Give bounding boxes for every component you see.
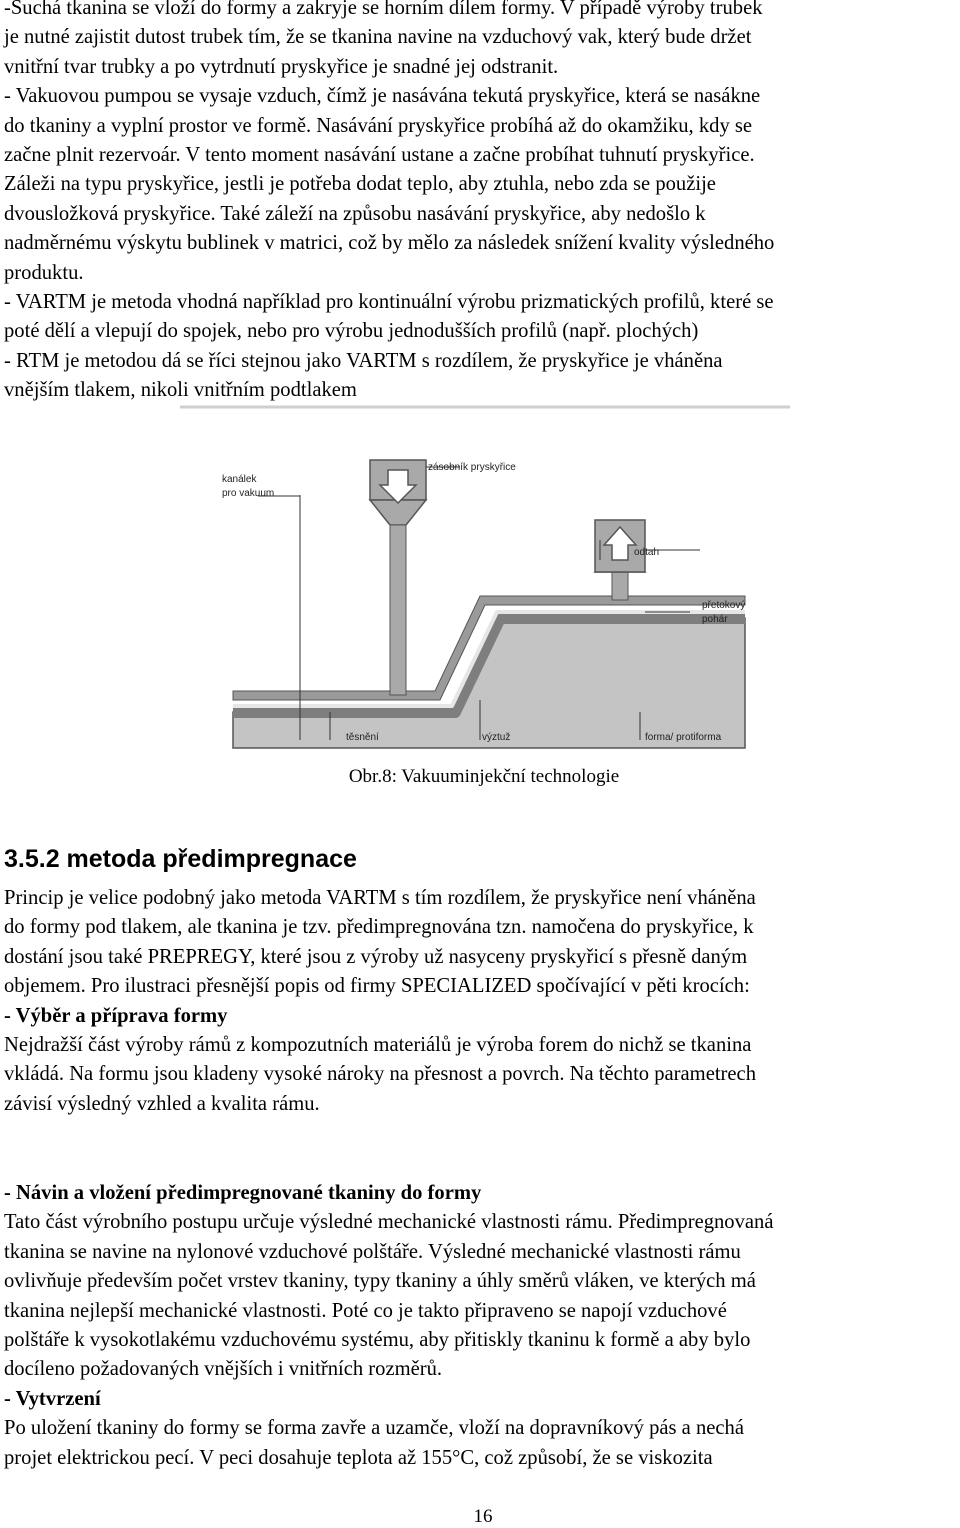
text-line: produktu. (4, 261, 84, 284)
vacuum-injection-figure (0, 400, 960, 800)
text-line: tkanina nejlepší mechanické vlastnosti. Poté co je takto připraveno se napojí vzduchové (4, 1299, 727, 1322)
vacuum-injection-diagram (0, 400, 960, 800)
text-line: projet elektrickou pecí. V peci dosahuje teplota až 155°C, což způsobí, že se viskozita (4, 1446, 713, 1469)
text-line: dostání jsou také PREPREGY, které jsou z výroby už nasyceny pryskyřicí s přesně daným (4, 945, 748, 968)
text-line: nadměrnému výskytu bublinek v matrici, což by mělo za následek snížení kvality výsledného (4, 232, 775, 255)
text-line: Tato část výrobního postupu určuje výsledné mechanické vlastnosti rámu. Předimpregnovaná (4, 1211, 774, 1234)
label-overflow-1: přetokový (702, 600, 746, 611)
label-channel-2: pro vakuum (222, 488, 275, 499)
label-overflow-2: pohár (702, 614, 728, 625)
text-line: vnitřní tvar trubky a po vytrdnutí pryskyřice je snadné jej odstranit. (4, 55, 559, 78)
page-number: 16 (473, 1506, 493, 1527)
text-line: je nutné zajistit dutost trubek tím, že se tkanina navine na vzduchový vak, který bude držet (4, 26, 752, 49)
text-line: - RTM je metodou dá se říci stejnou jako VARTM s rozdílem, že pryskyřice je vháněna (4, 349, 723, 372)
text-line: tkanina se navine na nylonové vzduchové polštáře. Výsledné mechanické vlastnosti rámu (4, 1240, 741, 1263)
text-line: poté dělí a vlepují do spojek, nebo pro výrobu jednodušších profilů (např. plochých) (4, 320, 699, 343)
label-outlet: odtah (634, 547, 660, 558)
step-title: - Návin a vložení předimpregnované tkaniny do formy (4, 1182, 482, 1204)
text-line: Princip je velice podobný jako metoda VARTM s tím rozdílem, že pryskyřice není vháněna (4, 887, 756, 909)
text-line: docíleno požadovaných vnějších i vnitřních rozměrů. (4, 1358, 443, 1381)
text-line: vnějším tlakem, nikoli vnitřním podtlakem (4, 379, 357, 402)
section-heading: 3.5.2 metoda předimpregnace (4, 845, 357, 873)
text-line: do formy pod tlakem, ale tkanina je tzv. předimpregnována tzn. namočena do pryskyřice, k (4, 916, 754, 939)
label-channel-1: kanálek (222, 474, 257, 485)
text-line: - VARTM je metoda vhodná například pro kontinuální výrobu prizmatických profilů, které se (4, 291, 774, 314)
outlet-pipe (612, 570, 628, 600)
resin-inlet-pipe (390, 525, 406, 695)
text-line: polštáře k vysokotlakému vzduchovému systému, aby přitiskly tkaninu k formě a aby bylo (4, 1329, 751, 1352)
intro-text (4, 0, 956, 406)
text-line: začne plnit rezervoár. V tento moment nasávání ustane a začne probíhat tuhnutí pryskyřice. (4, 144, 755, 167)
text-line: - Vakuovou pumpou se vysaje vzduch, čímž je nasávána tekutá pryskyřice, která se nasákne (4, 85, 761, 108)
text-line: vkládá. Na formu jsou kladeny vysoké nároky na přesnost a povrch. Na těchto parametrech (4, 1063, 756, 1086)
label-reinforcement: výztuž (482, 732, 511, 743)
text-line: objemem. Pro ilustraci přesnější popis od firmy SPECIALIZED spočívající v pěti krocích: (4, 975, 750, 998)
figure-caption: Obr.8: Vakuuminjekční technologie (348, 766, 620, 787)
section-text-continued (4, 1179, 956, 1473)
text-line: ovlivňuje především počet vrstev tkaniny, typy tkaniny a úhly směrů vláken, ve kterých má (4, 1270, 756, 1293)
text-line: -Suchá tkanina se vloží do formy a zakryje se horním dílem formy. V případě výroby trubek (4, 0, 763, 19)
text-line: do tkaniny a vyplní prostor ve formě. Nasávání pryskyřice probíhá až do okamžiku, kdy se (4, 114, 753, 137)
step-title: - Výběr a příprava formy (4, 1004, 228, 1027)
step-title: - Vytvrzení (4, 1387, 101, 1410)
text-line: Po uložení tkaniny do formy se forma zavře a uzamče, vloží na dopravníkový pás a nechá (4, 1417, 744, 1440)
label-mould: forma/ protiforma (645, 732, 722, 743)
text-line: Nejdražší část výroby rámů z kompozutních materiálů je výroba forem do nichž se tkanina (4, 1034, 752, 1057)
label-reservoir: zásobník pryskyřice (428, 462, 516, 473)
text-line: závisí výsledný vzhled a kvalita rámu. (4, 1092, 320, 1115)
section-text (4, 884, 956, 1119)
text-line: dvousložková pryskyřice. Také záleží na způsobu nasávání pryskyřice, aby nedošlo k (4, 202, 706, 225)
text-line: Záleži na typu pryskyřice, jestli je potřeba dodat teplo, aby ztuhla, nebo zda se použije (4, 173, 716, 196)
label-seal: těsnění (346, 732, 379, 743)
